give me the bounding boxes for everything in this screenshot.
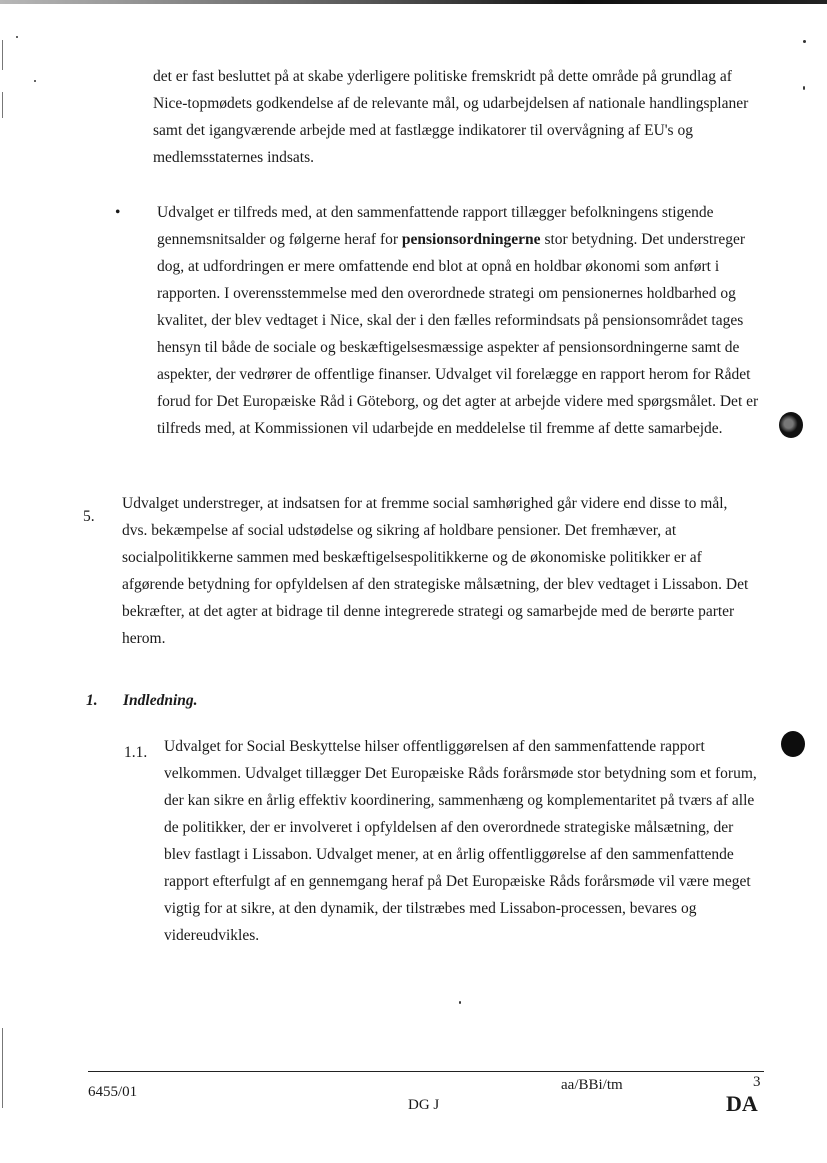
section-number: 1.: [86, 692, 98, 709]
bullet-text-start: Udvalget er tilfreds med, at den sammenfattende rapport tillægger befolkningens stigende gennemsnitsalder og følgerne heraf for: [157, 204, 714, 248]
scan-speck: [803, 86, 805, 90]
scan-speck: [34, 80, 36, 82]
scan-speck: [16, 36, 18, 38]
footer-initials: aa/BBi/tm: [561, 1077, 623, 1093]
footer-language-code: DA: [726, 1091, 758, 1116]
punch-hole: [781, 731, 805, 757]
point-1-1-number: 1.1.: [124, 744, 148, 761]
section-title: Indledning.: [123, 692, 198, 709]
scan-speck: [803, 40, 806, 43]
point-1-1-paragraph: Udvalget for Social Beskyttelse hilser offentliggørelsen af den sammenfattende rapport velkommen. Udvalget tillægger Det Europæiske Råds forårsmøde stor betydning som et forum, der kan sikre en årlig effektiv koordinering, sammenhæng og komplementaritet på tværs af alle de politikker, der er involveret i opfyldelsen af den overordnede strategiske målsætning, der blev fastlagt i Lissabon. Udvalget mener, at en årlig offentliggørelse af den sammenfattende rapport efterfulgt af en gennemgang heraf på Det Europæiske Råds forårsmøde vil være meget vigtig for at sikre, at den dynamik, der tilstræbes med Lissabon-processen, bevares og videreudvikles.: [164, 738, 757, 944]
footer-rule: [88, 1071, 764, 1072]
bullet-paragraph: [157, 199, 759, 442]
footer-page-number: 3: [753, 1074, 761, 1090]
bullet-marker: •: [115, 204, 121, 221]
scan-top-edge: [0, 0, 827, 4]
footer-directorate: DG J: [408, 1097, 440, 1113]
punch-hole: [779, 412, 803, 438]
bullet-bold-term: pensionsordningerne: [401, 231, 541, 248]
point-5-number: 5.: [83, 508, 95, 525]
bullet-text-end: stor betydning. Det understreger dog, at udfordringen er mere omfattende end blot at opnå en holdbar økonomi som anført i rapporten. I overensstemmelse med den overordnede strategi om pensionernes holdbarhed og kvalitet, der blev vedtaget i Nice, skal der i den fælles reformindsats på pensionsområdet tages hensyn til både de sociale og beskæftigelsesmæssige aspekter af pensionsordningerne samt de aspekter, der vedrører de offentlige finanser. Udvalget vil forelægge en rapport herom for Rådet forud for Det Europæiske Råd i Göteborg, og det agter at arbejde videre med spørgsmålet. Det er tilfreds med, at Kommissionen vil udarbejde en meddelelse til fremme af dette samarbejde.: [157, 231, 759, 437]
scan-left-edge: [2, 40, 3, 70]
intro-paragraph: det er fast besluttet på at skabe yderligere politiske fremskridt på dette område på grundlag af Nice-topmødets godkendelse af de relevante mål, og udarbejdelsen af nationale handlingsplaner samt det igangværende arbejde med at fastlægge indikatorer til overvågning af EU's og medlemsstaternes indsats.: [153, 68, 749, 166]
point-5-paragraph: Udvalget understreger, at indsatsen for at fremme social samhørighed går videre end disse to mål, dvs. bekæmpelse af social udstødelse og sikring af holdbare pensioner. Det fremhæver, at socialpolitikkerne sammen med beskæftigelsespolitikkerne og de økonomiske politikker er af afgørende betydning for opfyldelsen af den strategiske målsætning, der blev vedtaget i Lissabon. Det bekræfter, at det agter at bidrage til denne integrerede strategi og samarbejde med de berørte parter herom.: [122, 495, 749, 647]
footer-doc-number: 6455/01: [88, 1084, 138, 1100]
scan-left-edge: [2, 92, 3, 118]
scan-speck: [459, 1001, 461, 1004]
scan-left-edge: [2, 1028, 3, 1108]
